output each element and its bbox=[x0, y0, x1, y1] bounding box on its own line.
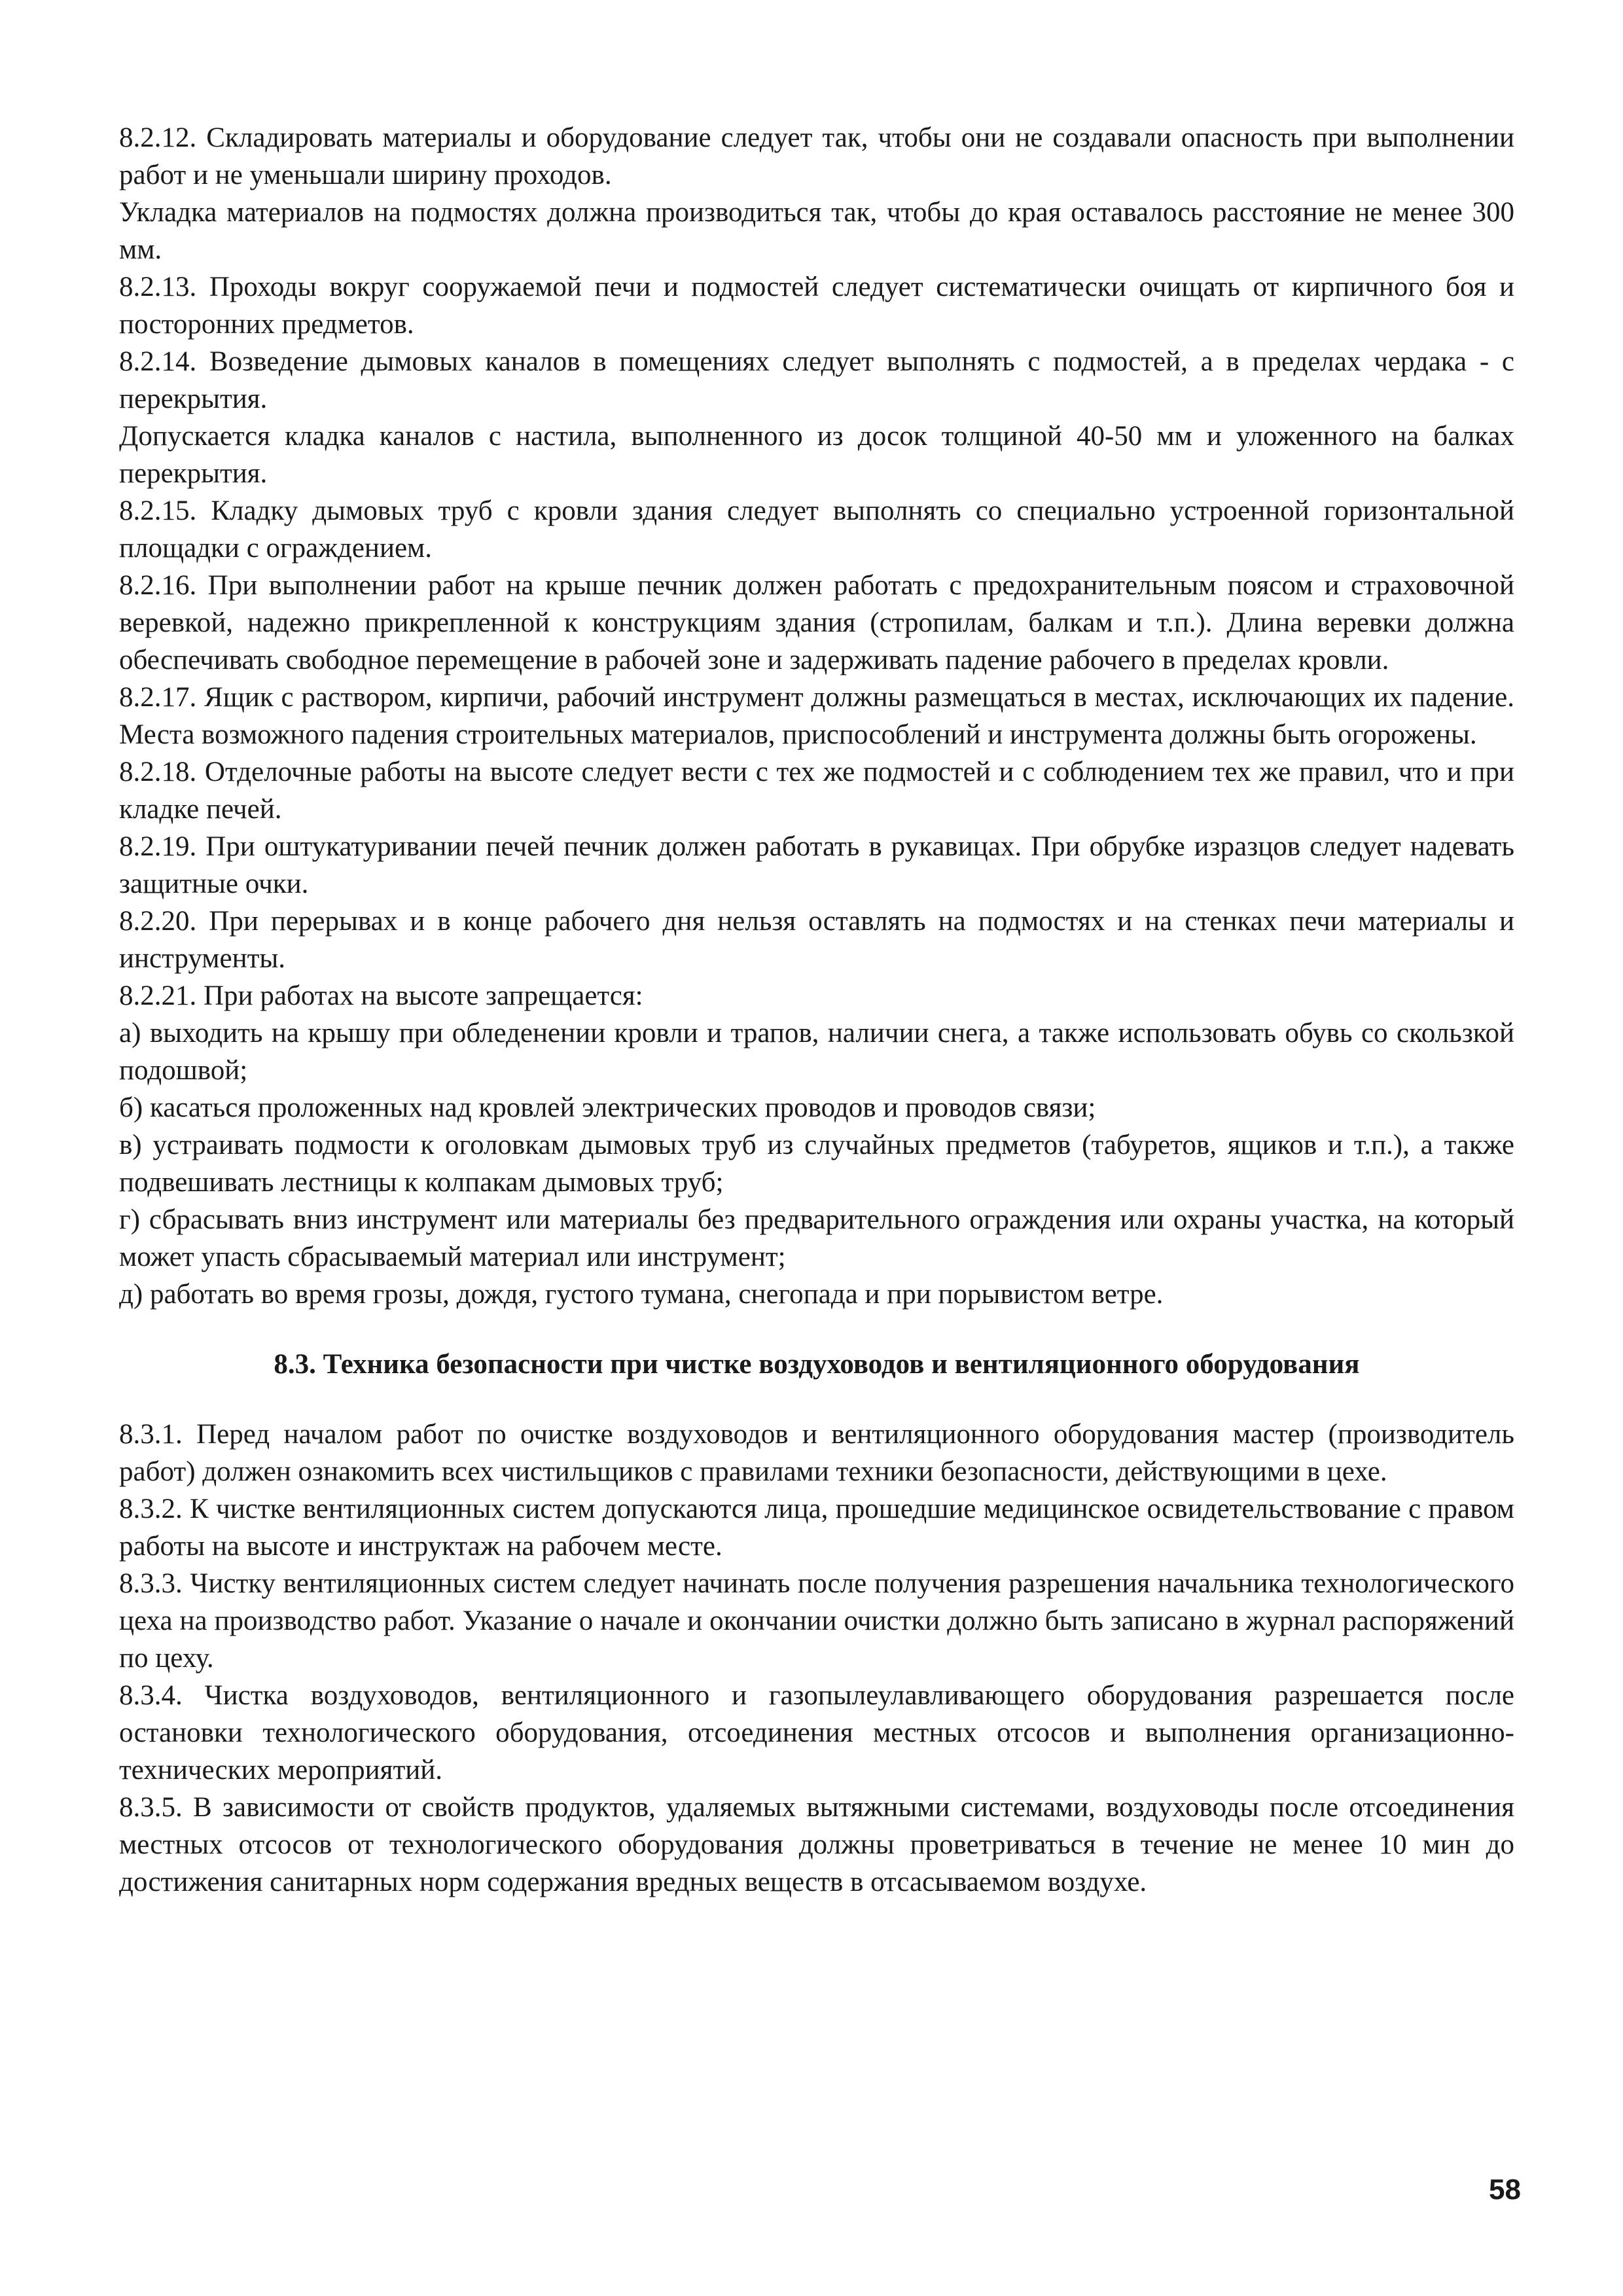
list-item-d: д) работать во время грозы, дождя, густого тумана, снегопада и при порывистом ветре. bbox=[119, 1279, 1164, 1310]
paragraph-8-2-14: 8.2.14. Возведение дымовых каналов в помещениях следует выполнять с подмостей, а в пределах чердака - с перекрытия. bbox=[119, 346, 1514, 414]
list-item-v: в) устраивать подмости к оголовкам дымовых труб из случайных предметов (табуретов, ящиков и т.п.), а также подвешивать лестницы к колпакам дымовых труб; bbox=[119, 1130, 1514, 1198]
paragraph-8-2-15: 8.2.15. Кладку дымовых труб с кровли здания следует выполнять со специально устроенной горизонтальной площадки с ограждением. bbox=[119, 495, 1514, 564]
page-number: 58 bbox=[1489, 2174, 1521, 2206]
list-item-b: б) касаться проложенных над кровлей электрических проводов и проводов связи; bbox=[119, 1092, 1096, 1123]
paragraph-8-3-1: 8.3.1. Перед началом работ по очистке воздуховодов и вентиляционного оборудования мастер (производитель работ) должен ознакомить всех чистильщиков с правилами техники безопасности, действующими в цехе. bbox=[119, 1419, 1514, 1487]
paragraph-8-2-16: 8.2.16. При выполнении работ на крыше печник должен работать с предохранительным поясом и страховочной веревкой, надежно прикрепленной к конструкциям здания (стропилам, балкам и т.п.). Длина веревки должна обеспечивать свободное перемещение в рабочей зоне и задерживать падение рабочего в пределах кровли. bbox=[119, 570, 1514, 675]
paragraph-8-3-2: 8.3.2. К чистке вентиляционных систем допускаются лица, прошедшие медицинское освидетельствование с правом работы на высоте и инструктаж на рабочем месте. bbox=[119, 1494, 1514, 1562]
paragraph-8-2-21: 8.2.21. При работах на высоте запрещается: bbox=[119, 980, 643, 1011]
paragraph-8-2-19: 8.2.19. При оштукатуривании печей печник должен работать в рукавицах. При обрубке изразцов следует надевать защитные очки. bbox=[119, 831, 1514, 899]
paragraph-stacking-distance: Укладка материалов на подмостях должна производиться так, чтобы до края оставалось расстояние не менее 300 мм. bbox=[119, 197, 1514, 265]
list-item-a: а) выходить на крышу при обледенении кровли и трапов, наличии снега, а также использовать обувь со скользкой подошвой; bbox=[119, 1018, 1514, 1086]
paragraph-channel-laying: Допускается кладка каналов с настила, выполненного из досок толщиной 40-50 мм и уложенного на балках перекрытия. bbox=[119, 421, 1514, 489]
paragraph-8-2-12: 8.2.12. Складировать материалы и оборудование следует так, чтобы они не создавали опасность при выполнении работ и не уменьшали ширину проходов. bbox=[119, 122, 1514, 190]
paragraph-8-3-3: 8.3.3. Чистку вентиляционных систем следует начинать после получения разрешения начальника технологического цеха на производство работ. Указание о начале и окончании очистки должно быть записано в журнал распоряжений по цеху. bbox=[119, 1568, 1514, 1674]
paragraph-8-2-17: 8.2.17. Ящик с раствором, кирпичи, рабочий инструмент должны размещаться в местах, исключающих их падение. Места возможного падения строительных материалов, приспособлений и инструмента должны быть огорожены. bbox=[119, 682, 1514, 750]
paragraph-8-3-4: 8.3.4. Чистка воздуховодов, вентиляционного и газопылеулавливающего оборудования разрешается после остановки технологического оборудования, отсоединения местных отсосов и выполнения организационно-технических мероприятий. bbox=[119, 1680, 1514, 1785]
section-title-8-3: 8.3. Техника безопасности при чистке воздуховодов и вентиляционного оборудования bbox=[274, 1349, 1360, 1380]
paragraph-8-3-5: 8.3.5. В зависимости от свойств продуктов, удаляемых вытяжными системами, воздуховоды после отсоединения местных отсосов от технологического оборудования должны проветриваться в течение не менее 10 мин до достижения санитарных норм содержания вредных веществ в отсасываемом воздухе. bbox=[119, 1792, 1514, 1897]
paragraph-8-2-13: 8.2.13. Проходы вокруг сооружаемой печи и подмостей следует систематически очищать от кирпичного боя и посторонних предметов. bbox=[119, 272, 1514, 340]
paragraph-8-2-18: 8.2.18. Отделочные работы на высоте следует вести с тех же подмостей и с соблюдением тех же правил, что и при кладке печей. bbox=[119, 757, 1514, 825]
document-page bbox=[119, 119, 1514, 1901]
list-item-g: г) сбрасывать вниз инструмент или материалы без предварительного ограждения или охраны участка, на который может упасть сбрасываемый материал или инструмент; bbox=[119, 1204, 1514, 1272]
paragraph-8-2-20: 8.2.20. При перерывах и в конце рабочего дня нельзя оставлять на подмостях и на стенках печи материалы и инструменты. bbox=[119, 906, 1514, 974]
